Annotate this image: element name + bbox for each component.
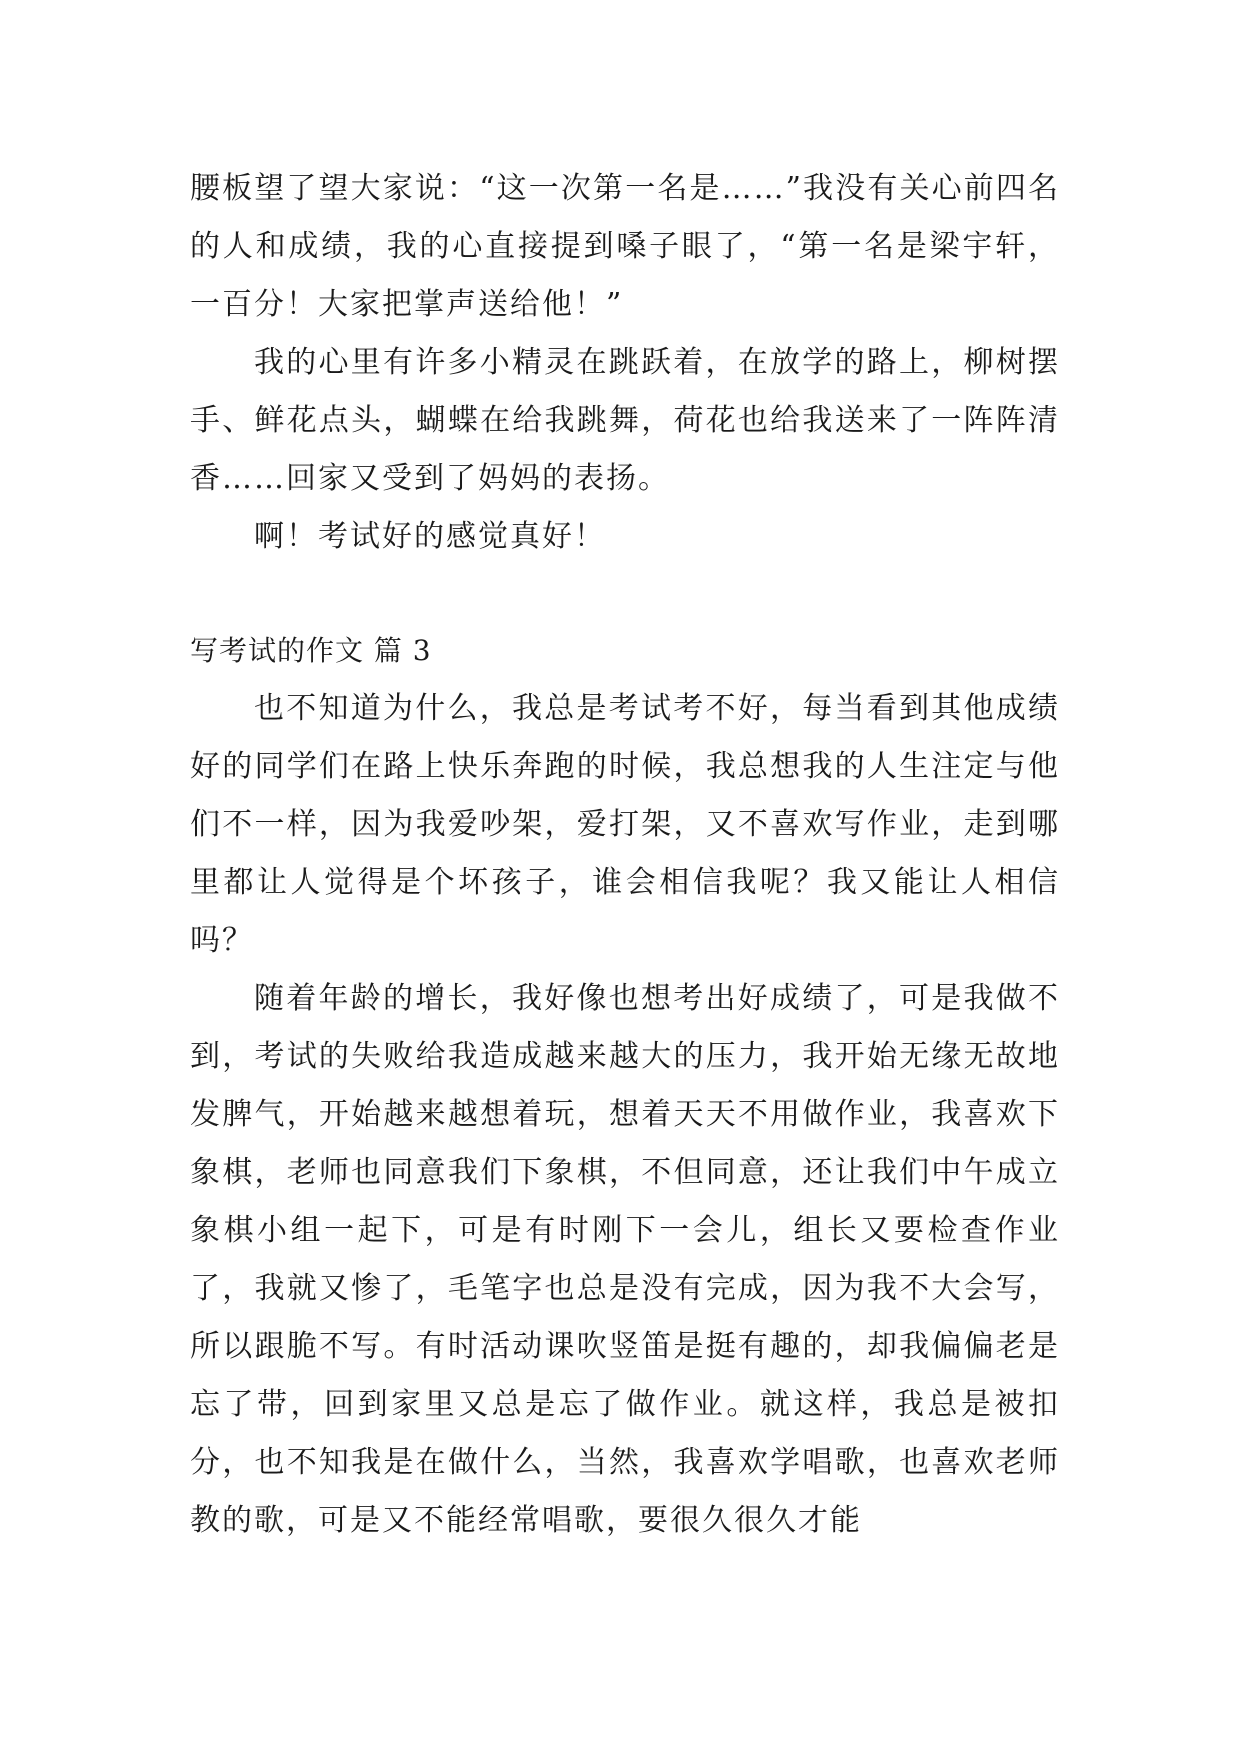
paragraph: 我的心里有许多小精灵在跳跃着，在放学的路上，柳树摆手、鲜花点头，蝴蝶在给我跳舞，荷花也给我送来了一阵阵清香……回家又受到了妈妈的表扬。 [190, 345, 1060, 496]
paragraph: 啊！考试好的感觉真好！ [254, 519, 606, 554]
paragraph: 也不知道为什么，我总是考试考不好，每当看到其他成绩好的同学们在路上快乐奔跑的时候，我总想我的人生注定与他们不一样，因为我爱吵架，爱打架，又不喜欢写作业，走到哪里都让人觉得是个坏孩子，谁会相信我呢？我又能让人相信吗？ [190, 691, 1060, 958]
paragraph: 随着年龄的增长，我好像也想考出好成绩了，可是我做不到，考试的失败给我造成越来越大的压力，我开始无缘无故地发脾气，开始越来越想着玩，想着天天不用做作业，我喜欢下象棋，老师也同意我们下象棋，不但同意，还让我们中午成立象棋小组一起下，可是有时刚下一会儿，组长又要检查作业了，我就又惨了，毛笔字也总是没有完成，因为我不大会写，所以跟脆不写。有时活动课吹竖笛是挺有趣的，却我偏偏老是忘了带，回到家里又总是忘了做作业。就这样，我总是被扣分，也不知我是在做什么，当然，我喜欢学唱歌，也喜欢老师教的歌，可是又不能经常唱歌，要很久很久才能 [190, 981, 1060, 1538]
paragraph-continued: 腰板望了望大家说：“这一次第一名是……”我没有关心前四名的人和成绩，我的心直接提到嗓子眼了，“第一名是梁宇轩，一百分！大家把掌声送给他！” [190, 171, 1060, 322]
document-body [190, 160, 1060, 1550]
section-heading: 写考试的作文 篇 3 [190, 634, 432, 667]
